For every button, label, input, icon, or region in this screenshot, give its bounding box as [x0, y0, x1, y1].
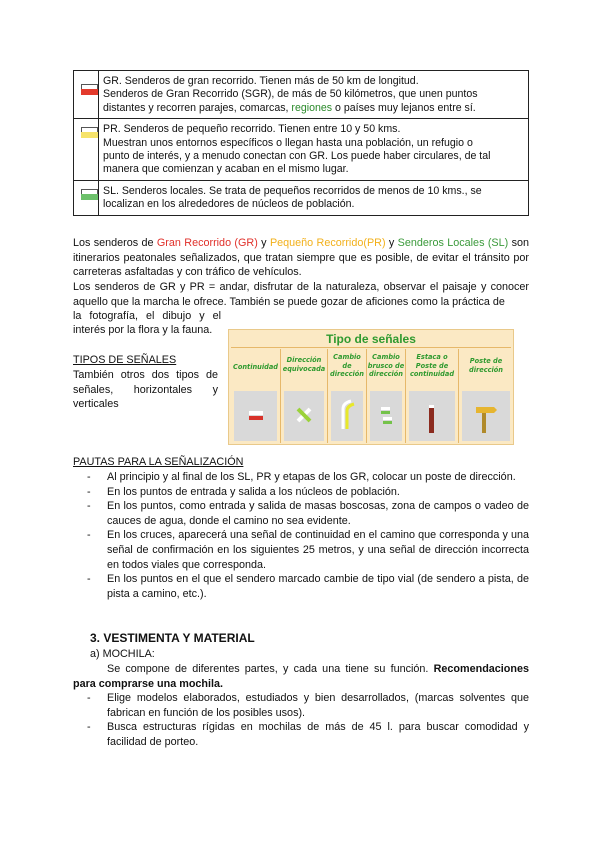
list-item: - Elige modelos elaborados, estudiados y bien desarrollados, (marcas solventes que fabrican en función de los posibles usos). — [73, 691, 529, 720]
signs-panel — [228, 329, 514, 445]
direction-post-icon — [462, 391, 510, 441]
gr-pr-paragraph: Los senderos de GR y PR = andar, disfrutar de la naturaleza, observar el paisaje y conocer aquello que la marcha le ofrece. También se puede gozar de aficiones como la práctica de — [73, 281, 529, 308]
sign-column-change-direction: Cambio de dirección — [328, 349, 367, 443]
guidelines-heading: PAUTAS PARA LA SEÑALIZACIÓN — [73, 456, 244, 468]
list-item: - En los cruces, aparecerá una señal de continuidad en el camino que corresponda y una señal de confirmación en los siguientes 25 metros, y una señal de dirección incorrecta en todos viales que corresponda. — [73, 528, 529, 572]
sign-column-continuity: Continuidad — [231, 349, 281, 443]
paragraph-continuation-2: interés por la flora y la fauna. — [73, 324, 213, 336]
gr-swatch-cell — [74, 71, 99, 119]
pr-description: PR. Senderos de pequeño recorrido. Tienen entre 10 y 50 kms. Muestran unos entornos específicos o llegan hasta una población, un refugio o punto de interés, y a menudo conectan con GR. Los puede haber circulares, de tal manera que comienzan y acaban en el mismo lugar. — [99, 119, 529, 181]
mochila-paragraph: Se compone de diferentes partes, y cada una tiene su función. Recomendaciones para comprarse una mochila. — [73, 663, 529, 690]
list-item: - En los puntos en el que el sendero marcado cambie de tipo vial (de sendero a pista, de pista a camino, etc.). — [73, 572, 529, 601]
pr-swatch-cell — [74, 119, 99, 181]
mochila-list — [73, 691, 529, 749]
signs-heading: TIPOS DE SEÑALES — [73, 354, 177, 366]
intro-paragraph: Los senderos de Gran Recorrido (GR) y Pequeño Recorrido(PR) y Senderos Locales (SL) son itinerarios peatonales señalizados, que tratan siempre que es posible, de evitar el tránsito por carreteras asfaltadas y con tráfico de vehículos. — [73, 237, 529, 279]
change-direction-sign-icon — [331, 391, 364, 441]
table-row — [74, 180, 529, 215]
continuity-sign-icon — [234, 391, 278, 441]
table-row — [74, 119, 529, 181]
stake-post-icon — [409, 391, 456, 441]
sign-column-sharp-turn: Cambio brusco de dirección — [367, 349, 406, 443]
gr-red-white-mark-icon — [81, 84, 98, 95]
list-item: - Al principio y al final de los SL, PR y etapas de los GR, colocar un poste de dirección. — [73, 470, 529, 485]
sl-swatch-cell — [74, 180, 99, 215]
gr-description: GR. Senderos de gran recorrido. Tienen más de 50 km de longitud. Senderos de Gran Recorrido (SGR), de más de 50 kilómetros, que unen puntos distantes y recorren parajes, comarcas, regiones o países muy lejanos entre sí. — [99, 71, 529, 119]
wrong-direction-sign-icon — [284, 391, 325, 441]
table-row — [74, 71, 529, 119]
sl-description: SL. Senderos locales. Se trata de pequeños recorridos de menos de 10 kms., se localizan en los alrededores de núcleos de población. — [99, 180, 529, 215]
sl-green-white-mark-icon — [81, 189, 98, 200]
sign-column-wrong-direction: Dirección equivocada — [281, 349, 328, 443]
section-title: 3. VESTIMENTA Y MATERIAL — [90, 631, 255, 645]
paragraph-continuation: la fotografía, el dibujo y el — [73, 310, 221, 322]
pr-yellow-white-mark-icon — [81, 127, 98, 138]
list-item: - En los puntos de entrada y salida a los núcleos de población. — [73, 485, 529, 500]
sign-column-stake-post: Estaca o Poste de continuidad — [406, 349, 459, 443]
trail-types-table — [73, 70, 529, 216]
subsection-mochila: a) MOCHILA: — [90, 648, 155, 660]
sign-column-direction-post: Poste de dirección — [459, 349, 513, 443]
panel-title: Tipo de señales — [326, 332, 416, 346]
guidelines-list — [73, 470, 529, 601]
signs-text: También otros dos tipos de señales, horizontales y verticales — [73, 369, 218, 411]
list-item: - Busca estructuras rígidas en mochilas de más de 45 l. para buscar comodidad y facilidad de porteo. — [73, 720, 529, 749]
sharp-turn-sign-icon — [370, 391, 403, 441]
list-item: - En los puntos, como entrada y salida de masas boscosas, zona de campos o vadeo de cauces de agua, donde el camino no sea evidente. — [73, 499, 529, 528]
